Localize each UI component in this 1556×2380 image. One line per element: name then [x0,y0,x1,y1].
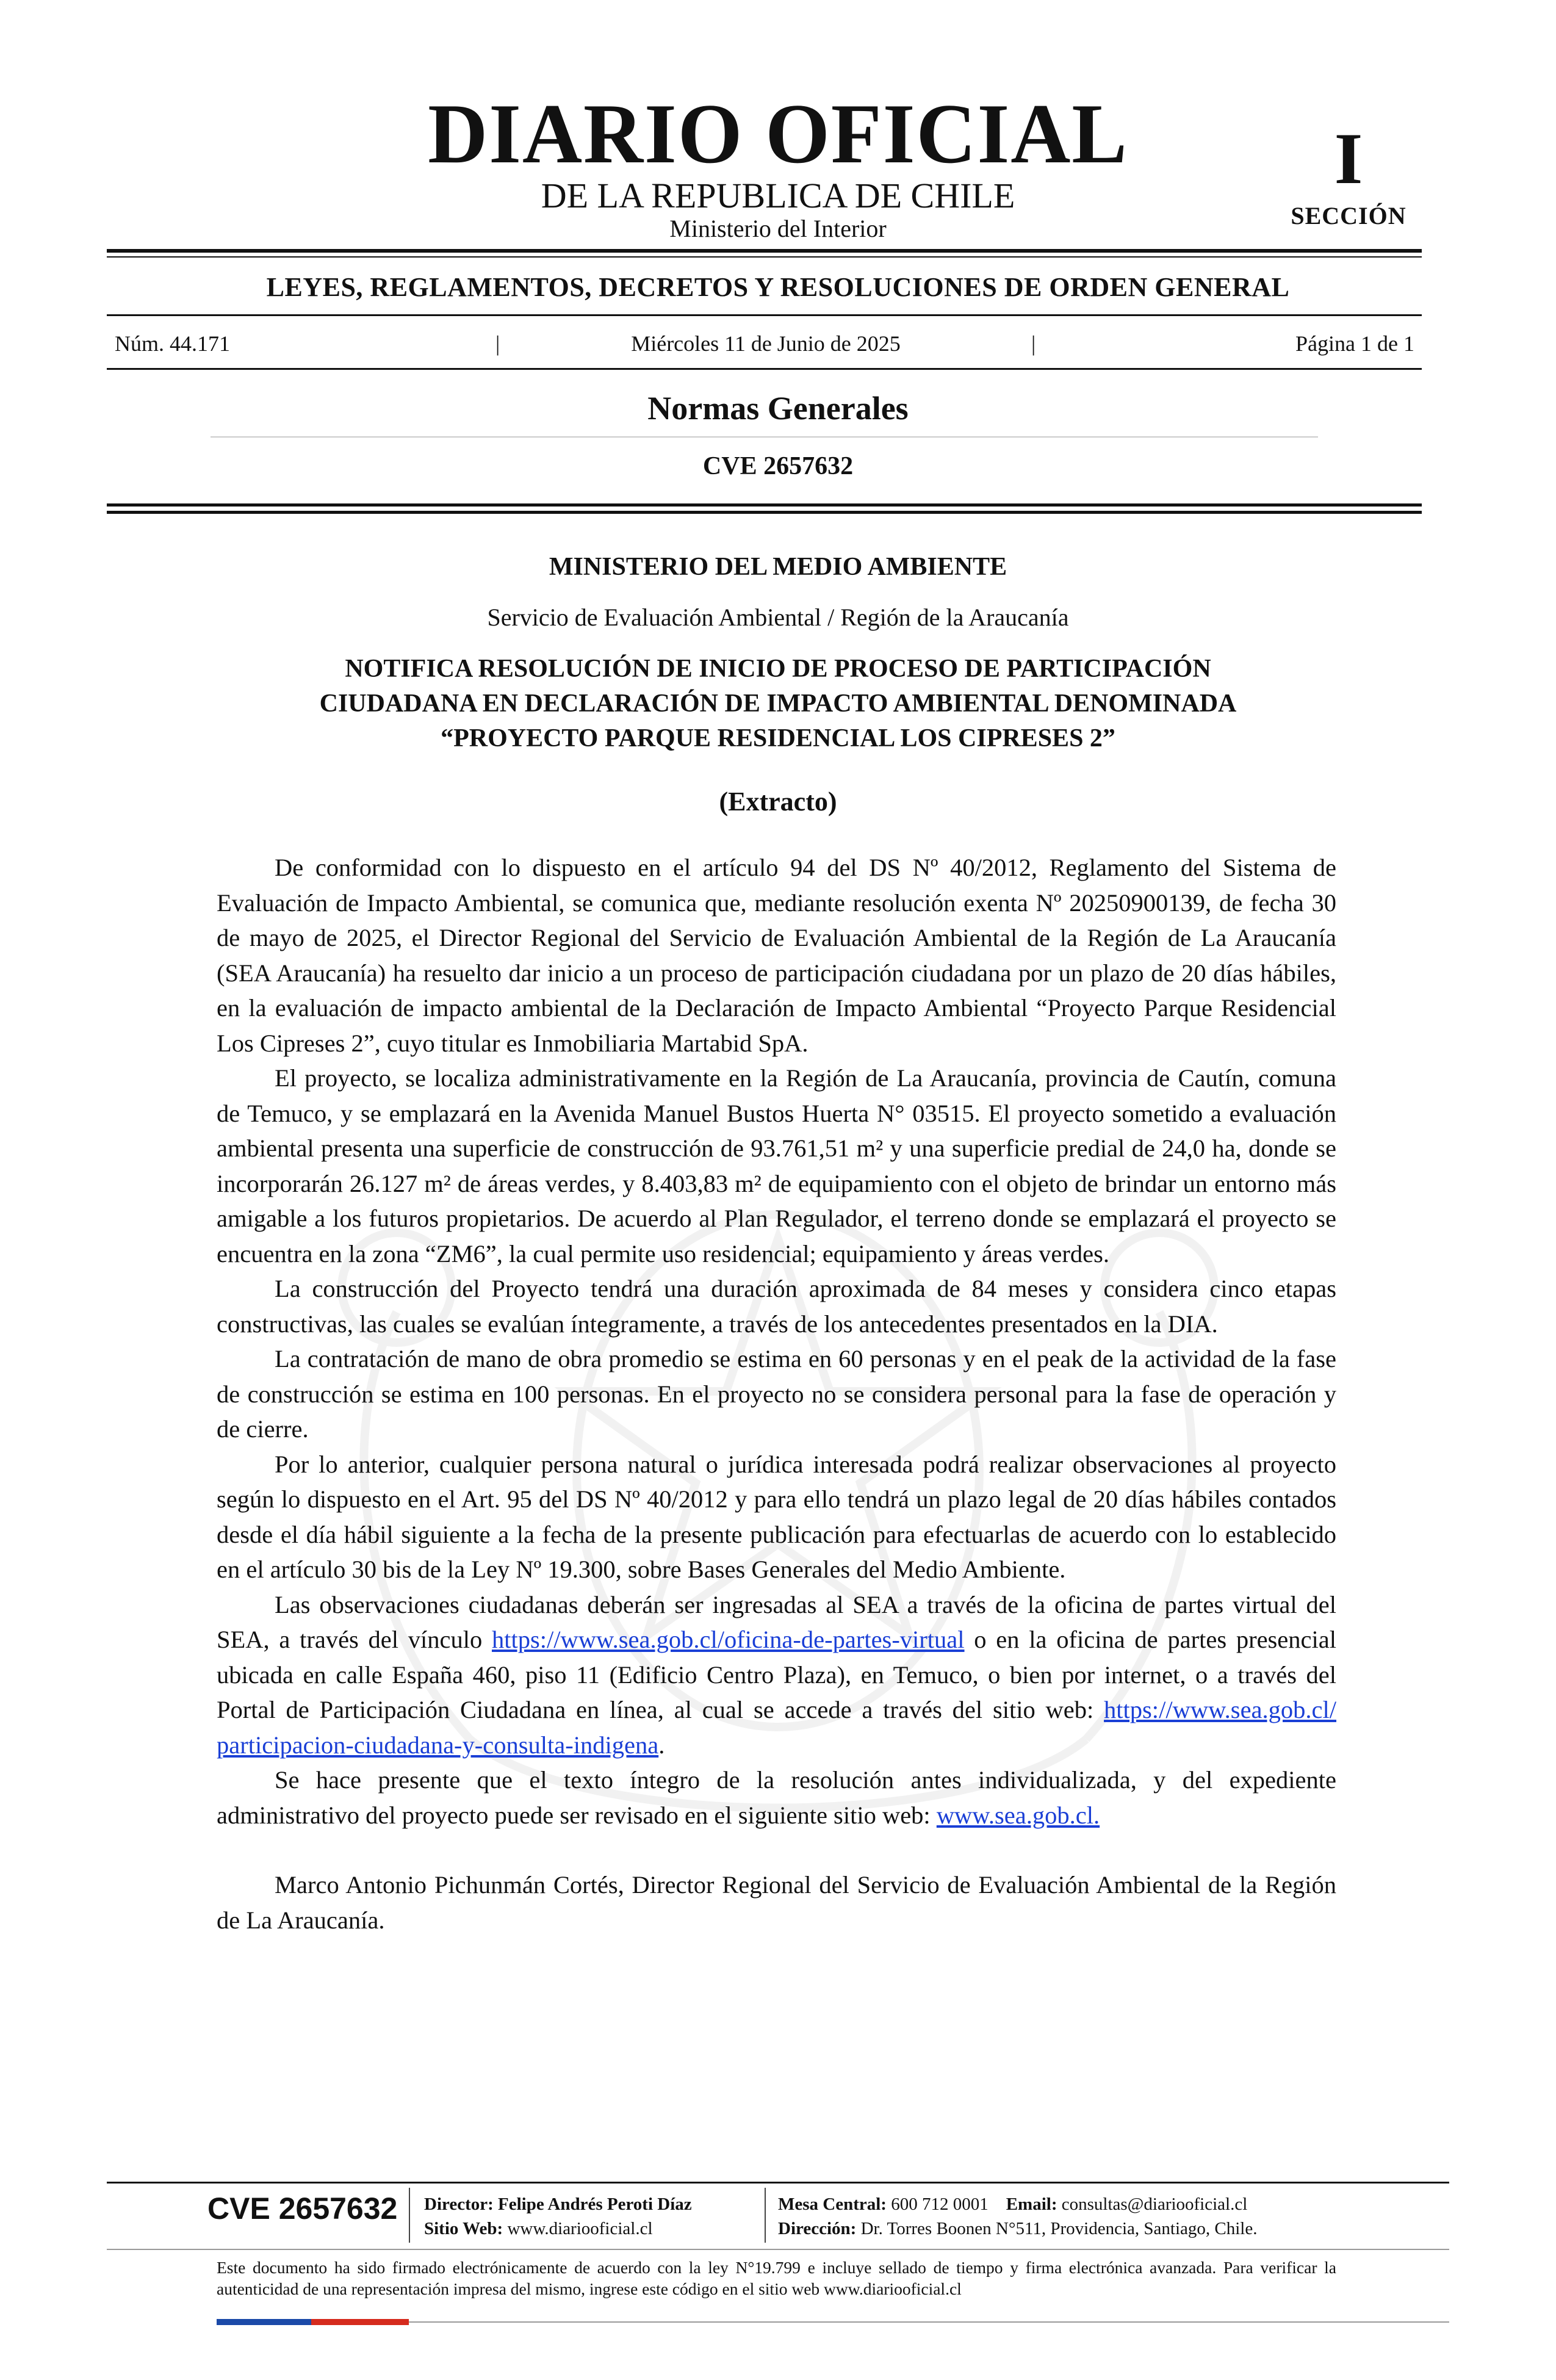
issue-separator-1: | [495,331,500,356]
paragraph: La construcción del Proyecto tendrá una duración aproximada de 84 meses y considera cinco etapas constructivas, las cuales se evalúan íntegramente, a través de los antecedentes presentados en la DIA. [217,1275,1336,1338]
paragraph [217,1762,1336,1833]
paragraph: El proyecto, se localiza administrativamente en la Región de La Araucanía, provincia de Cautín, comuna de Temuco, y se emplazará en la Avenida Manuel Bustos Huerta N° 03515. El proyecto sometido a evaluación ambiental presenta una superficie de construcción de 93.761,51 m² y una superficie predial de 24,0 ha, donde se incorporarán 26.127 m² de áreas verdes, y 8.403,83 m² de equipamiento con el objeto de brindar un entorno más amigable a los futuros propietarios. De acuerdo al Plan Regulador, el terreno donde se emplazará el proyecto se encuentra en la zona “ZM6”, la cual permite uso residencial; equipamiento y áreas verdes. [217,1064,1336,1268]
footer-separator-1 [409,2188,410,2243]
section-label: SECCIÓN [1291,202,1407,229]
document-title [244,652,1312,756]
footer-mesa-row [778,2192,1257,2216]
director-name: Felipe Andrés Peroti Díaz [498,2194,692,2214]
issue-date: Miércoles 11 de Junio de 2025 [631,331,901,356]
masthead-rule-top-thin [107,256,1422,258]
mesa-label: Mesa Central: [778,2194,887,2214]
cve-code: CVE 2657632 [702,452,854,480]
page-count: Página 1 de 1 [1295,331,1414,356]
masthead-ministry: Ministerio del Interior [669,215,887,242]
paragraph-text: . [658,1731,665,1759]
service-heading: Servicio de Evaluación Ambiental / Región de la Araucanía [487,604,1069,631]
sea-website-link[interactable]: www.sea.gob.cl. [936,1801,1100,1829]
header-double-rule-2 [107,511,1422,514]
footer-rule [107,2182,1449,2183]
footer-site-row [424,2216,692,2241]
footer-cve: CVE 2657632 [207,2191,398,2226]
mesa-value: 600 712 0001 [891,2194,989,2214]
paragraph-text: Las observaciones ciudadanas deberán ser ingresadas al SEA a través de la oficina de partes virtual del SEA, a través del vínculo [217,1590,1336,1653]
flag-stripe-red [311,2319,409,2325]
footer-director-row [424,2192,692,2216]
email-value: consultas@diariooficial.cl [1061,2194,1248,2214]
oficina-partes-link[interactable]: https://www.sea.gob.cl/oficina-de-partes-virtual [492,1626,965,1653]
director-label: Director: [424,2194,494,2214]
issue-rule [107,368,1422,370]
header-double-rule-1 [107,503,1422,507]
document-title-line: “PROYECTO PARQUE RESIDENCIAL LOS CIPRESES 2” [441,724,1115,752]
signature: Marco Antonio Pichunmán Cortés, Director Regional del Servicio de Evaluación Ambiental de la Región de La Araucanía. [217,1871,1336,1934]
issue-separator-2: | [1031,331,1036,356]
participacion-ciudadana-link[interactable]: https://www.sea.gob.cl/ participacion-ciudadana-y-consulta-indigena [217,1696,1336,1759]
masthead-subtitle: DE LA REPUBLICA DE CHILE [541,176,1015,215]
paragraph: La contratación de mano de obra promedio se estima en 60 personas y en el peak de la actividad de la fase de construcción se estima en 100 personas. En el proyecto no se considera personal para la fase de operación y de cierre. [217,1345,1336,1443]
section-heading-underline [211,436,1318,438]
paragraph: Por lo anterior, cualquier persona natural o jurídica interesada podrá realizar observaciones al proyecto según lo dispuesto en el Art. 95 del DS Nº 40/2012 y para ello tendrá un plazo legal de 20 días hábiles contados desde el día hábil siguiente a la fecha de la presente publicación para efectuarlas de acuerdo con lo establecido en el artículo 30 bis de la Ley Nº 19.300, sobre Bases Generales del Medio Ambiente. [217,1450,1336,1583]
site-value: www.diariooficial.cl [507,2219,653,2238]
issue-number: Núm. 44.171 [115,331,230,356]
email-label: Email: [1006,2194,1057,2214]
paragraph-text: o en la oficina de partes presencial ubicada en calle España 460, piso 11 (Edificio Centro Plaza), en Temuco, o bien por internet, o a través del Portal de Participación Ciudadana en línea, al cual se accede a través del sitio web: [217,1626,1336,1723]
paragraph [217,1587,1336,1763]
footer-rule-2 [107,2249,1449,2250]
footer-bottom-rule [409,2321,1449,2323]
legal-notice: Este documento ha sido firmado electrónicamente de acuerdo con la ley N°19.799 e incluye sellado de tiempo y firma electrónica avanzada. Para verificar la autenticidad de una representación impresa del mismo, ingrese este código en el sitio web www.diariooficial.cl [217,2258,1336,2298]
masthead-title: DIARIO OFICIAL [428,87,1128,181]
flag-stripe-blue [217,2319,311,2325]
footer-separator-2 [765,2188,766,2243]
site-label: Sitio Web: [424,2219,503,2238]
address-value: Dr. Torres Boonen N°511, Providencia, Santiago, Chile. [860,2219,1258,2238]
section-heading: Normas Generales [647,390,909,427]
category-heading: LEYES, REGLAMENTOS, DECRETOS Y RESOLUCIONES DE ORDEN GENERAL [266,272,1290,302]
footer-address-row [778,2216,1257,2241]
extracto-label: (Extracto) [719,787,837,817]
footer-director-block [424,2192,692,2241]
paragraph: De conformidad con lo dispuesto en el artículo 94 del DS Nº 40/2012, Reglamento del Sistema de Evaluación de Impacto Ambiental, se comunica que, mediante resolución exenta Nº 20250900139, de fecha 30 de mayo de 2025, el Director Regional del Servicio de Evaluación Ambiental de la Región de La Araucanía (SEA Araucanía) ha resuelto dar inicio a un proceso de participación ciudadana por un plazo de 20 días hábiles, en la evaluación de impacto ambiental de la Declaración de Impacto Ambiental “Proyecto Parque Residencial Los Cipreses 2”, cuyo titular es Inmobiliaria Martabid SpA. [217,854,1336,1057]
footer-contact-block [778,2192,1257,2241]
document-title-line: CIUDADANA EN DECLARACIÓN DE IMPACTO AMBIENTAL DENOMINADA [319,690,1237,718]
paragraph-text: Se hace presente que el texto íntegro de la resolución antes individualizada, y del expediente administrativo del proyecto puede ser revisado en el siguiente sitio web: [217,1766,1336,1829]
section-number: I [1334,118,1363,199]
document-body [217,850,1336,1938]
masthead-rule-top [107,249,1422,253]
document-title-line: NOTIFICA RESOLUCIÓN DE INICIO DE PROCESO DE PARTICIPACIÓN [345,655,1211,683]
category-rule [107,314,1422,316]
address-label: Dirección: [778,2219,857,2238]
ministry-heading: MINISTERIO DEL MEDIO AMBIENTE [549,553,1007,581]
